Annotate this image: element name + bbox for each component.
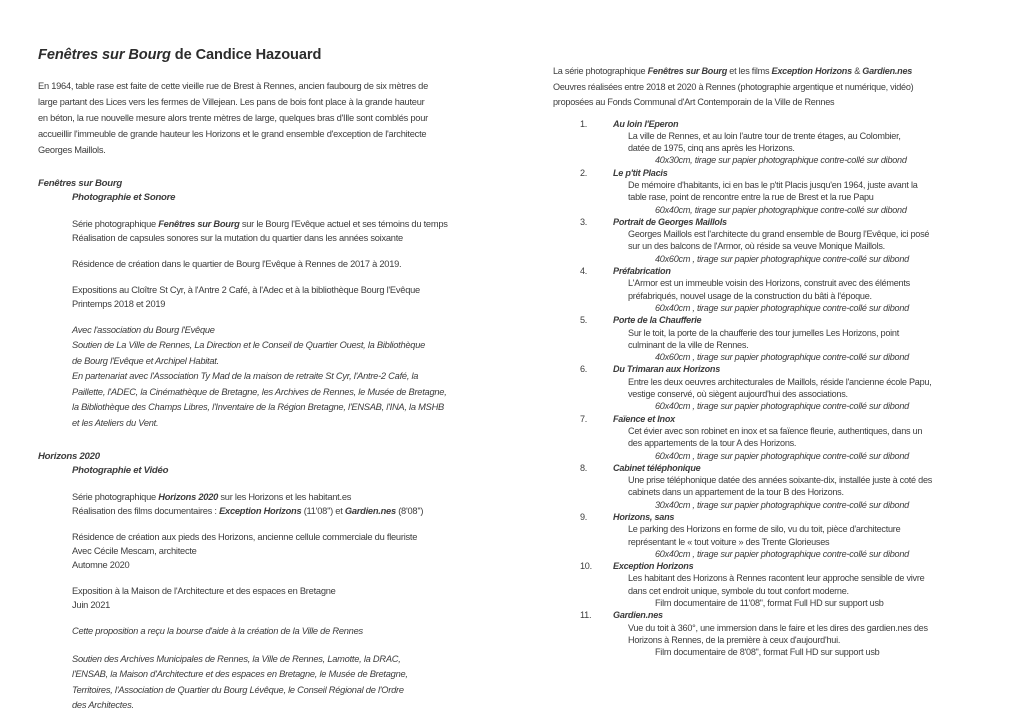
- text-segment: et les films: [727, 66, 772, 76]
- work-spec: 40x60cm , tirage sur papier photographique contre-collé sur dibond: [655, 352, 909, 363]
- work-description: [553, 130, 1003, 155]
- text-line: En partenariat avec l'Association Ty Mad de la maison de retraite St Cyr, l'Antre-2 Café, la: [72, 371, 419, 382]
- work-title: Porte de la Chaufferie: [613, 315, 702, 326]
- page-title: [38, 46, 498, 64]
- section-heading: Horizons 2020: [38, 451, 100, 463]
- text-line: Sur le toit, la porte de la chaufferie des tour jumelles Les Horizons, point: [628, 327, 899, 338]
- work-description: [553, 327, 1003, 352]
- work-item: [553, 265, 1003, 314]
- text-line: [72, 217, 498, 231]
- text-line: Résidence de création aux pieds des Horizons, ancienne cellule commerciale du fleuriste: [72, 532, 418, 543]
- text-line: sur un des balcons de l'Armor, où réside sa veuve Monique Maillols.: [628, 241, 885, 252]
- text-segment: La série photographique: [553, 66, 648, 76]
- section-heading: Fenêtres sur Bourg: [38, 177, 122, 189]
- text-line: vestige conservé, où siègent aujourd'hui des associations.: [628, 389, 848, 400]
- work-title: Horizons, sans: [613, 512, 675, 522]
- work-header: [553, 609, 1003, 621]
- text-line: Georges Maillols.: [38, 144, 106, 155]
- text-line: Le parking des Horizons en forme de silo, vu du toit, pièce d'architecture: [628, 524, 901, 535]
- section-horizons-2020: [38, 450, 498, 714]
- text-line: Exposition à la Maison de l'Architecture et des espaces en Bretagne: [72, 586, 336, 597]
- work-title: Exception Horizons: [613, 561, 694, 572]
- work-number: 4.: [580, 266, 588, 277]
- work-header: [553, 167, 1003, 179]
- work-number: 7.: [580, 413, 588, 424]
- work-item: [553, 216, 1003, 265]
- work-item: [553, 511, 1003, 560]
- work-spec: Film documentaire de 8'08'', format Full HD sur support usb: [655, 647, 880, 658]
- work-item: [553, 609, 1003, 658]
- work-item: [553, 363, 1003, 412]
- section-subheading: Photographie et Vidéo: [72, 465, 169, 477]
- work-title: Le p'tit Placis: [613, 167, 668, 178]
- work-number: 10.: [580, 561, 592, 572]
- text-line: Cette proposition a reçu la bourse d'aide à la création de la Ville de Rennes: [72, 626, 363, 637]
- work-number: 5.: [580, 315, 588, 326]
- work-title: Préfabrication: [613, 266, 671, 277]
- text-line: dans cet endroit unique, symbole du tout confort moderne.: [628, 585, 849, 596]
- work-item: [553, 462, 1003, 511]
- left-sections: [38, 177, 498, 714]
- work-description: [553, 474, 1003, 499]
- text-segment: Série photographique: [72, 492, 159, 503]
- work-number: 6.: [580, 364, 588, 375]
- work-description: [553, 523, 1003, 548]
- text-line: de Bourg l'Evêque et Archipel Habitat.: [72, 355, 219, 366]
- text-line: Les habitant des Horizons à Rennes racontent leur approche sensible de vivre: [628, 573, 925, 584]
- text-block: [72, 624, 498, 640]
- text-segment: Exception Horizons: [219, 506, 302, 517]
- text-block: [72, 584, 498, 612]
- text-line: [72, 504, 498, 518]
- work-title: Au loin l'Eperon: [613, 118, 679, 129]
- text-segment: Gardien.nes: [344, 506, 396, 517]
- work-description: [553, 376, 1003, 401]
- work-number: 1.: [580, 118, 588, 129]
- work-header: [553, 314, 1003, 326]
- text-line: datée de 1975, cinq ans après les Horizons.: [628, 143, 795, 154]
- right-column: [553, 64, 1003, 659]
- text-segment: Fenêtres sur Bourg: [158, 218, 240, 229]
- left-column: [38, 36, 498, 714]
- text-segment: Série photographique: [72, 218, 159, 229]
- work-spec: 30x40cm , tirage sur papier photographique contre-collé sur dibond: [655, 499, 909, 510]
- text-line: Cet évier avec son robinet en inox et sa faïence fleurie, authentiques, dans un: [628, 425, 923, 436]
- text-line: Expositions au Cloître St Cyr, à l'Antre 2 Café, à l'Adec et à la bibliothèque Bourg l'Evêque: [72, 284, 420, 295]
- work-description: [553, 622, 1003, 647]
- work-item: [553, 560, 1003, 609]
- text-block: [72, 490, 498, 518]
- text-line: en béton, la rue nouvelle mesure alors trente mètres de large, quelques bras d'Ille sont comblés pour: [38, 112, 428, 123]
- work-description: [553, 572, 1003, 597]
- work-description: [553, 179, 1003, 204]
- text-line: Printemps 2018 et 2019: [72, 298, 166, 309]
- text-line: culminant de la ville de Rennes.: [628, 339, 749, 350]
- work-number: 2.: [580, 167, 588, 178]
- text-block: [72, 652, 498, 714]
- text-line: proposées au Fonds Communal d'Art Contemporain de la Ville de Rennes: [553, 97, 835, 107]
- text-line: l'ENSAB, la Maison d'Architecture et des espaces en Bretagne, le Musée de Bretagne,: [72, 669, 408, 680]
- work-header: [553, 118, 1003, 130]
- text-segment: sur le Bourg l'Evêque actuel et ses témoins du temps: [239, 218, 448, 229]
- work-spec: 60x40cm, tirage sur papier photographique contre-collé sur dibond: [655, 204, 907, 215]
- work-spec: 60x40cm , tirage sur papier photographique contre-collé sur dibond: [655, 302, 909, 313]
- text-block: [72, 530, 498, 572]
- text-segment: Fenêtres sur Bourg: [647, 66, 728, 76]
- work-description: [553, 425, 1003, 450]
- work-description: [553, 277, 1003, 302]
- text-line: et les Ateliers du Vent.: [72, 417, 159, 428]
- work-number: 9.: [580, 512, 588, 522]
- text-line: La ville de Rennes, et au loin l'autre tour de trente étages, au Colombier,: [628, 130, 901, 141]
- work-item: [553, 167, 1003, 216]
- work-number: 11.: [580, 610, 592, 621]
- work-header: [553, 462, 1003, 474]
- text-line: cabinets dans un appartement de la tour B des Horizons.: [628, 487, 844, 498]
- text-line: De mémoire d'habitants, ici en bas le p'tit Placis jusqu'en 1964, juste avant la: [628, 179, 918, 190]
- text-segment: Horizons 2020: [158, 492, 219, 503]
- text-line: En 1964, table rase est faite de cette vieille rue de Brest à Rennes, ancien faubourg de six mètres de: [38, 80, 429, 91]
- text-line: Automne 2020: [72, 560, 130, 571]
- text-line: table rase, point de rencontre entre la rue de Brest et la rue Papu: [628, 192, 874, 203]
- section-subheading: Photographie et Sonore: [72, 191, 176, 203]
- text-line: représentant le « tout voiture » des Trente Glorieuses: [628, 536, 830, 547]
- text-line: accueillir l'immeuble de grande hauteur les Horizons et le grand ensemble d'exception de l'architecte: [38, 128, 427, 139]
- text-segment: Réalisation des films documentaires :: [72, 506, 220, 517]
- text-line: Georges Maillols est l'architecte du grand ensemble de Bourg l'Evêque, ici posé: [628, 229, 930, 240]
- work-item: [553, 413, 1003, 462]
- section-fenetres-sur-bourg: [38, 177, 498, 432]
- text-line: la Bibliothèque des Champs Libres, l'Inventaire de la Région Bretagne, l'ENSAB, l'INA, la MSHB: [72, 402, 444, 413]
- text-segment: Gardien.nes: [862, 66, 913, 76]
- text-line: Vue du toit à 360°, une immersion dans le faire et les dires des gardien.nes des: [628, 622, 928, 633]
- text-block: [72, 257, 498, 271]
- work-header: [553, 511, 1003, 523]
- work-title: Du Trimaran aux Horizons: [613, 364, 721, 375]
- text-line: Réalisation de capsules sonores sur la mutation du quartier dans les années soixante: [72, 232, 403, 243]
- text-line: des appartements de la tour A des Horizons.: [628, 438, 797, 449]
- work-title: Portrait de Georges Maillols: [613, 216, 727, 227]
- work-header: [553, 265, 1003, 277]
- text-block: [72, 323, 498, 432]
- text-line: préfabriqués, nouvel usage de la construction du bâti à l'époque.: [628, 290, 872, 301]
- text-line: Avec Cécile Mescam, architecte: [72, 546, 197, 557]
- title-segment: Fenêtres sur Bourg: [38, 46, 171, 63]
- text-segment: (8'08''): [395, 506, 424, 517]
- work-number: 8.: [580, 462, 588, 473]
- text-block: [72, 283, 498, 311]
- work-header: [553, 216, 1003, 228]
- text-line: Territoires, l'Association de Quartier du Bourg Lévêque, le Conseil Régional de l'Ordre: [72, 684, 404, 695]
- text-segment: Exception Horizons: [771, 66, 852, 76]
- text-line: Juin 2021: [72, 600, 111, 611]
- text-line: Paillette, l'ADEC, la Cinémathèque de Bretagne, les Archives de Rennes, le Musée de Bretagne,: [72, 386, 447, 397]
- text-line: Soutien des Archives Municipales de Rennes, la Ville de Rennes, Lamotte, la DRAC,: [72, 653, 401, 664]
- text-line: Résidence de création dans le quartier de Bourg l'Evêque à Rennes de 2017 à 2019.: [72, 258, 402, 269]
- work-description: [553, 228, 1003, 253]
- text-line: Entre les deux oeuvres architecturales de Maillols, réside l'ancienne école Papu,: [628, 376, 932, 387]
- text-block: [72, 217, 498, 245]
- work-header: [553, 363, 1003, 375]
- work-spec: 60x40cm , tirage sur papier photographique contre-collé sur dibond: [655, 401, 909, 412]
- work-spec: 60x40cm , tirage sur papier photographique contre-collé sur dibond: [655, 548, 909, 559]
- work-title: Faïence et Inox: [613, 413, 675, 424]
- work-spec: 40x60cm , tirage sur papier photographique contre-collé sur dibond: [655, 253, 909, 264]
- work-item: [553, 118, 1003, 167]
- text-segment: sur les Horizons et les habitant.es: [218, 492, 352, 503]
- text-line: Soutien de La Ville de Rennes, La Direction et le Conseil de Quartier Ouest, la Bibliothèque: [72, 340, 426, 351]
- text-line: Une prise téléphonique datée des années soixante-dix, installée juste à coté des: [628, 475, 933, 486]
- text-segment: &: [851, 66, 863, 76]
- work-number: 3.: [580, 216, 588, 227]
- text-line: L'Armor est un immeuble voisin des Horizons, construit avec des éléments: [628, 278, 910, 289]
- work-title: Cabinet téléphonique: [613, 462, 701, 473]
- works-list: [553, 118, 1003, 659]
- text-line: des Architectes.: [72, 700, 134, 711]
- work-spec: 60x40cm , tirage sur papier photographique contre-collé sur dibond: [655, 450, 909, 461]
- work-title: Gardien.nes: [613, 610, 663, 621]
- text-line: Horizons à Rennes, de la première à ceux d'aujourd'hui.: [628, 634, 841, 645]
- work-header: [553, 413, 1003, 425]
- series-intro: [553, 64, 1003, 111]
- section-body: [72, 191, 498, 432]
- work-item: [553, 314, 1003, 363]
- text-line: [72, 490, 498, 504]
- title-segment: de Candice Hazouard: [170, 46, 322, 63]
- text-line: [553, 64, 1003, 80]
- text-line: large partant des Lices vers les fermes de Villejean. Les pans de bois font place à la grande hauteur: [38, 96, 425, 107]
- work-header: [553, 560, 1003, 572]
- work-spec: Film documentaire de 11'08'', format Full HD sur support usb: [655, 598, 884, 609]
- section-body: [72, 464, 498, 714]
- text-line: Avec l'association du Bourg l'Evêque: [72, 324, 215, 335]
- work-spec: 40x30cm, tirage sur papier photographique contre-collé sur dibond: [655, 155, 907, 166]
- intro-paragraph: [38, 78, 498, 158]
- text-line: Oeuvres réalisées entre 2018 et 2020 à Rennes (photographie argentique et numérique, vidéo): [553, 81, 914, 92]
- text-segment: (11'08'') et: [301, 506, 345, 517]
